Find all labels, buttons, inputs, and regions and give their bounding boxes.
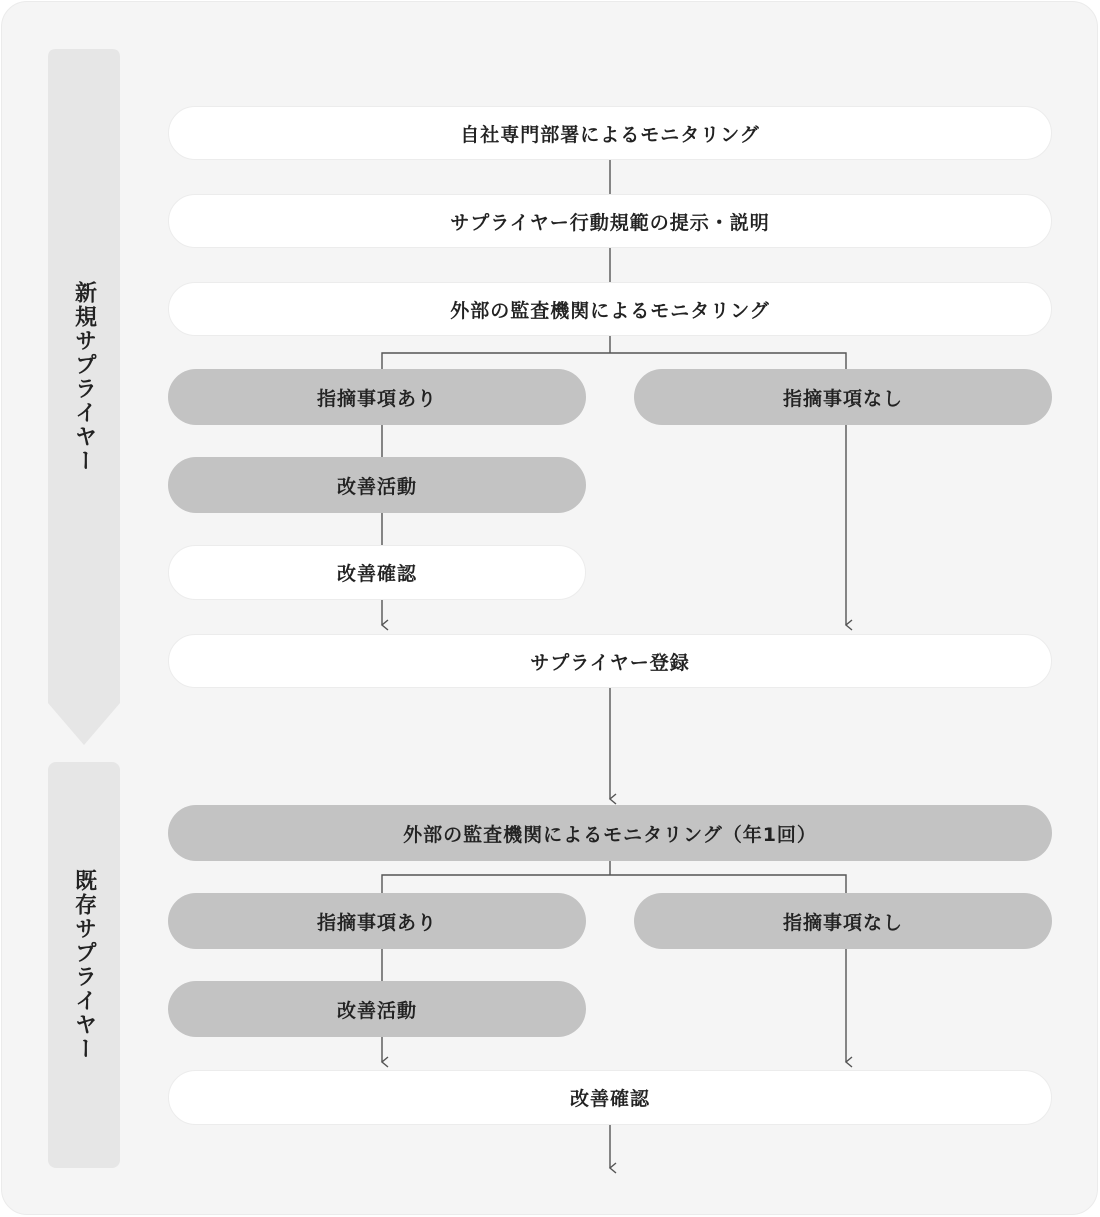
node-supplier-registration: サプライヤー登録 [168,634,1052,688]
node-annual-monitoring: 外部の監査機関によるモニタリング（年1回） [168,805,1052,861]
node-existing-improvement-activity: 改善活動 [168,981,586,1037]
connector-branch [382,336,846,369]
section-label-new-supplier: 新規サプライヤー [71,280,97,473]
node-existing-findings-no: 指摘事項なし [634,893,1052,949]
section-label-existing-supplier: 既存サプライヤー [71,869,97,1061]
node-existing-improvement-confirm: 改善確認 [168,1070,1052,1125]
node-findings-no: 指摘事項なし [634,369,1052,425]
node-internal-monitoring: 自社専門部署によるモニタリング [168,106,1052,160]
node-improvement-activity: 改善活動 [168,457,586,513]
node-findings-yes: 指摘事項あり [168,369,586,425]
connector-branch [382,861,846,893]
node-code-of-conduct: サプライヤー行動規範の提示・説明 [168,194,1052,248]
node-improvement-confirm: 改善確認 [168,545,586,600]
node-existing-findings-yes: 指摘事項あり [168,893,586,949]
node-external-monitoring: 外部の監査機関によるモニタリング [168,282,1052,336]
